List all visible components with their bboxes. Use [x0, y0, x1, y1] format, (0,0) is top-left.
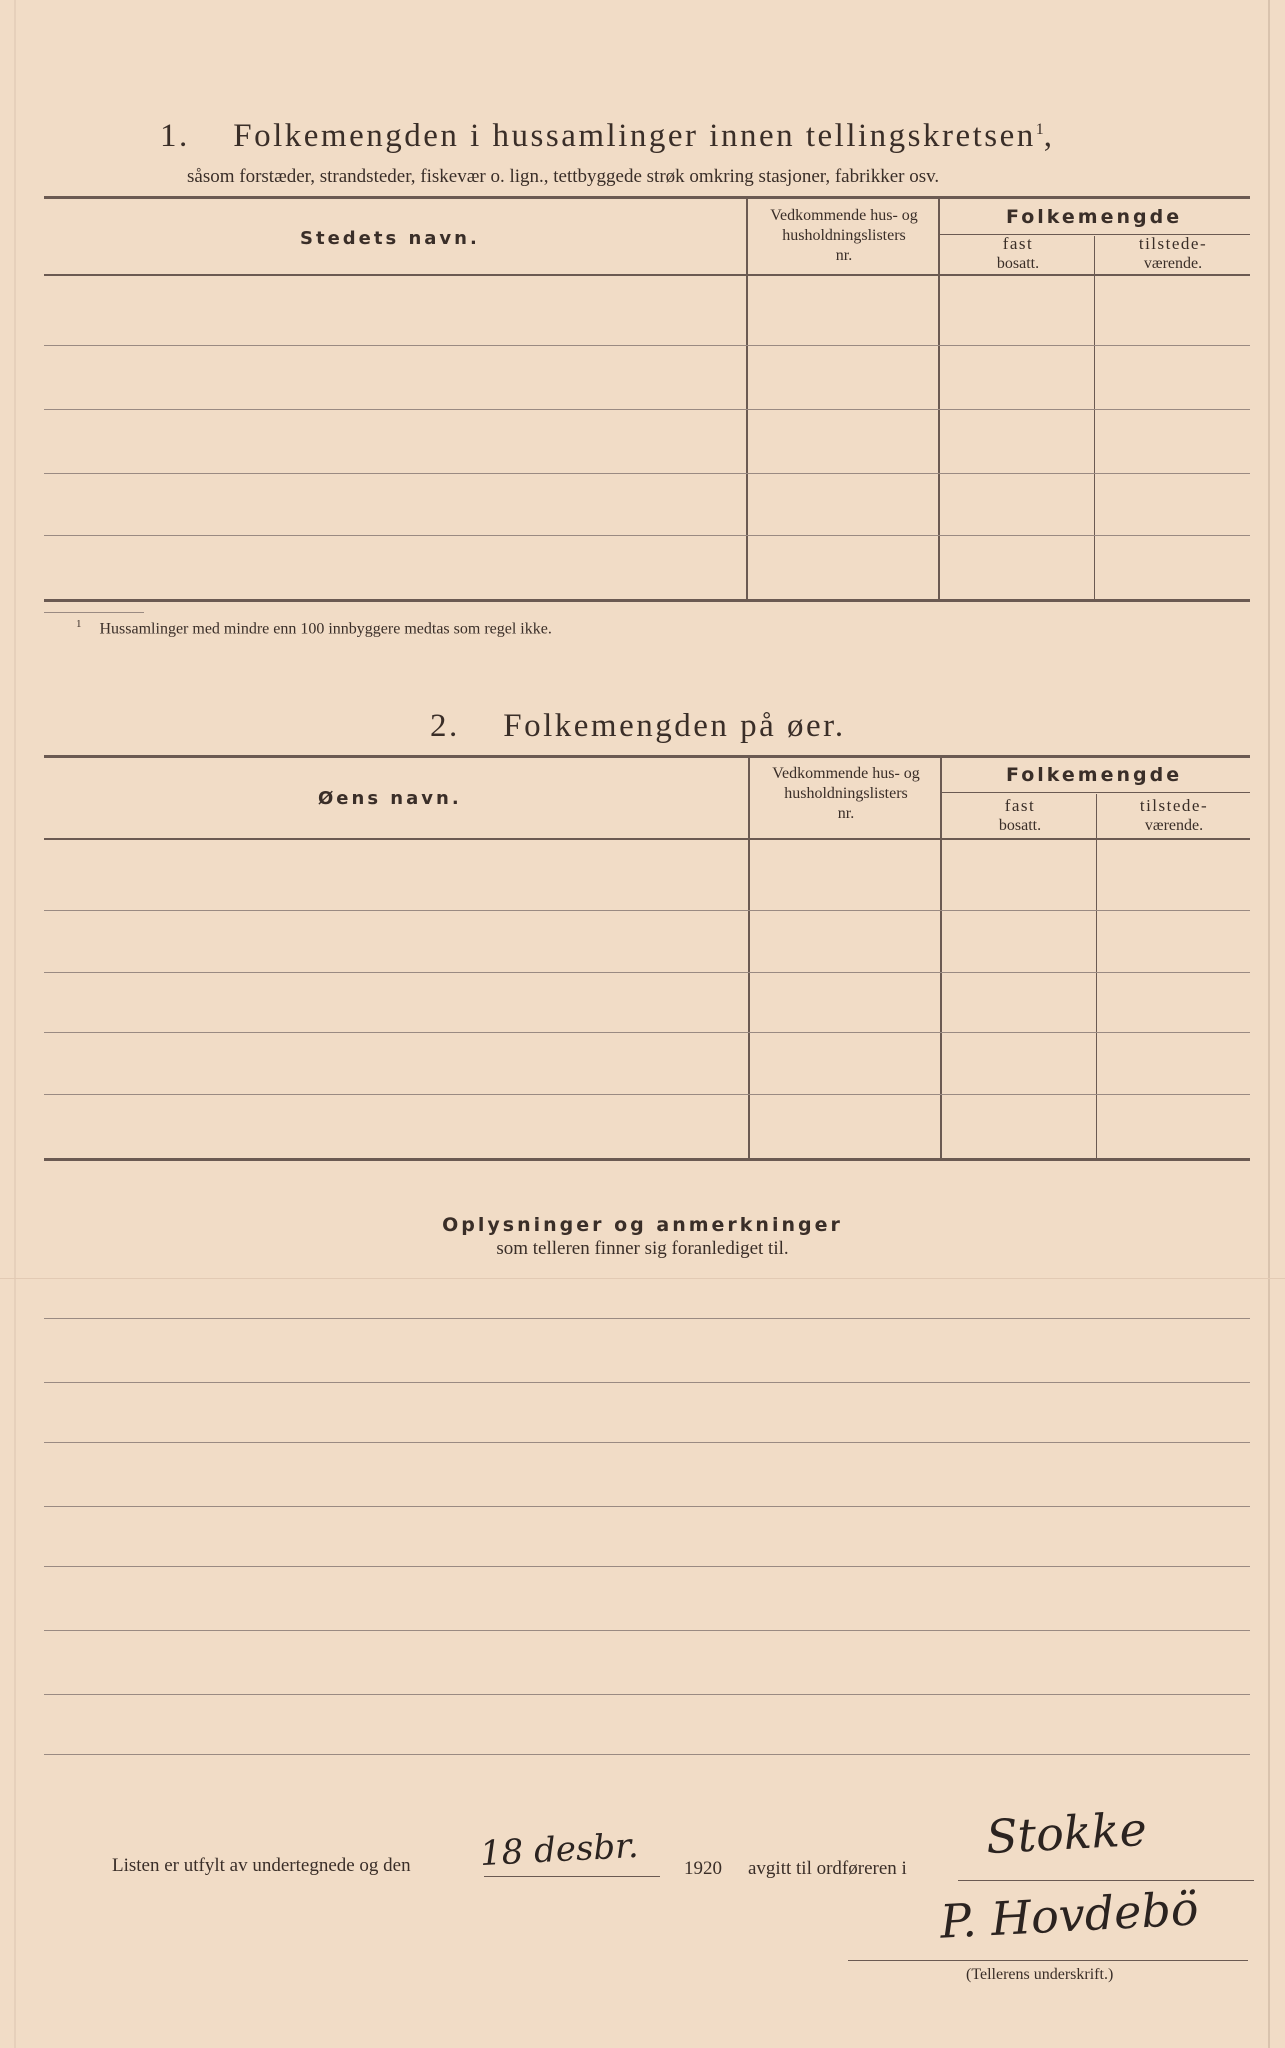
section2-col-group-header: Folkemengde	[1006, 764, 1183, 786]
section1-row-line	[44, 345, 1250, 346]
section2-col-fast-header: fast bosatt.	[998, 796, 1042, 834]
section1-table-top-rule	[44, 196, 1250, 199]
remarks-line	[44, 1506, 1250, 1507]
remarks-line	[44, 1566, 1250, 1567]
paper-edge-left	[14, 0, 16, 2048]
section3-subtitle: som telleren finner sig foranlediget til.	[496, 1238, 789, 1259]
section2-heading	[430, 708, 846, 745]
section1-table-bottom-rule	[44, 599, 1250, 602]
remarks-line	[44, 1754, 1250, 1755]
section1-divider-2	[938, 199, 940, 599]
section2-col-name-header: Øens navn.	[318, 788, 462, 809]
signoff-year: 1920	[684, 1858, 722, 1879]
section2-col-list-header: Vedkommende hus- og husholdningslisters nr.	[772, 765, 920, 822]
section1-row-line	[44, 473, 1250, 474]
section1-col-fast-header: fast bosatt.	[996, 234, 1040, 272]
remarks-line	[44, 1442, 1250, 1443]
section2-row-line	[44, 1094, 1250, 1095]
section1-col-name-header: Stedets navn.	[300, 228, 480, 249]
paper-fold	[0, 1278, 1285, 1279]
signoff-place-handwritten: Stokke	[984, 1801, 1148, 1865]
section1-heading: 1. Folkemengden i hussamlinger innen tellingskretsen$^1$,	[160, 118, 1055, 154]
paper-edge-right	[1268, 0, 1270, 2048]
section1-row-line	[44, 535, 1250, 536]
section2-number: 2.	[430, 708, 460, 744]
remarks-line	[44, 1318, 1250, 1319]
signoff-date-handwritten: 18 desbr.	[479, 1825, 640, 1875]
section2-header-bottom-rule	[44, 838, 1250, 840]
remarks-line	[44, 1382, 1250, 1383]
signoff-text-after-year: avgitt til ordføreren i	[748, 1858, 907, 1879]
section1-subtitle: såsom forstæder, strandsteder, fiskevær o. lign., tettbyggede strøk omkring stasjoner, fabrikker osv.	[187, 166, 940, 187]
section2-table-top-rule	[44, 755, 1250, 758]
section1-title: Folkemengden i hussamlinger innen tellingskretsen	[233, 118, 1036, 154]
section2-row-line	[44, 910, 1250, 911]
remarks-line	[44, 1630, 1250, 1631]
section2-title: Folkemengden på øer.	[503, 708, 846, 744]
section1-col-list-header: Vedkommende hus- og husholdningslisters nr.	[770, 207, 918, 264]
section2-table-bottom-rule	[44, 1158, 1250, 1161]
section2-row-line	[44, 972, 1250, 973]
signature-caption: (Tellerens underskrift.)	[966, 1966, 1114, 1983]
section1-col-tilstede-header: tilstede- værende.	[1138, 234, 1208, 272]
section1-header-bottom-rule	[44, 274, 1250, 276]
date-fill-line	[484, 1876, 660, 1877]
teller-signature: P. Hovdebö	[938, 1881, 1200, 1949]
section1-footnote: $^1$ Hussamlinger med mindre enn 100 innbyggere medtas som regel ikke.	[76, 618, 552, 638]
section1-divider-3	[1094, 236, 1095, 599]
section2-divider-1	[748, 758, 750, 1160]
section1-divider-1	[746, 199, 748, 599]
section1-row-line	[44, 409, 1250, 410]
section2-divider-3	[1096, 794, 1097, 1160]
section2-col-tilstede-header: tilstede- værende.	[1139, 796, 1209, 834]
section2-group-rule	[942, 792, 1250, 793]
section1-number: 1.	[160, 118, 190, 154]
section3-title: Oplysninger og anmerkninger	[442, 1214, 843, 1236]
section1-footnote-mark: 1	[1035, 121, 1044, 138]
section1-col-group-header: Folkemengde	[1006, 206, 1183, 228]
place-fill-line	[958, 1880, 1254, 1881]
remarks-line	[44, 1694, 1250, 1695]
signoff-text-before-date: Listen er utfylt av undertegnede og den	[112, 1855, 411, 1876]
section2-divider-2	[940, 758, 942, 1160]
signature-line	[848, 1960, 1248, 1961]
section2-row-line	[44, 1032, 1250, 1033]
footnote-rule	[44, 612, 144, 613]
